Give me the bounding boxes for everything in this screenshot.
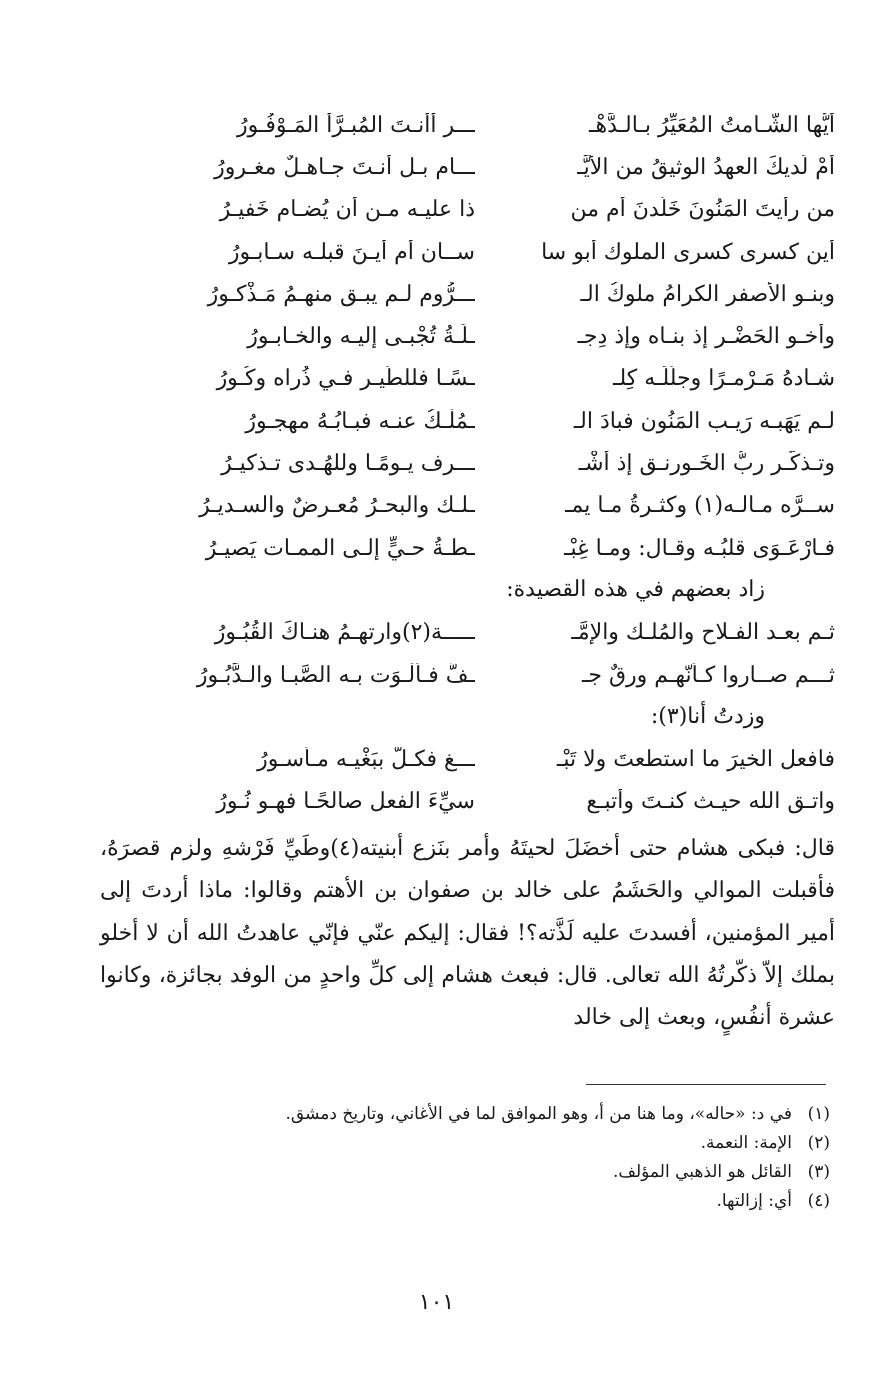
verse-group-main <box>100 104 835 569</box>
verse-sadr: لـم يَهَبـه رَيـب المَنُون فبادَ الـ <box>573 408 835 434</box>
verse-ajuz: ـمُلْـكُ عنـه فبـابُـهُ مهجـورُ <box>245 408 475 434</box>
footnote <box>150 1187 830 1216</box>
verse-sadr: فـارْعَـوَى قلبُـه وقـال: ومـا غِبْـ <box>564 535 835 561</box>
verse-ajuz: ـــرِ أأنـتَ المُبـرَّأُ المَـوْفُـورُ <box>236 112 475 138</box>
verse-ajuz: سيِّءَ الفعل صالحًـا فهـو نُـورُ <box>216 789 475 815</box>
verse-ajuz: ذا عليـه مـن أن يُضـام خَفيـرُ <box>219 197 475 223</box>
verse-ajuz: ـــرُّوم لـم يبـق منهـمُ مَـذْكـورُ <box>207 281 475 307</box>
verse-sadr: من رأيتَ المَنُونَ خَلَّدنَ أم من <box>570 197 835 223</box>
verse-group-added <box>100 612 835 697</box>
verse-row <box>100 485 835 527</box>
verse-sadr: وبنـو الأصفر الكرامُ ملوكُ الـ <box>580 281 835 307</box>
verse-ajuz: ـــــة(٢)وارتهـمُ هنـاكَ القُبُـورُ <box>214 620 475 646</box>
verse-ajuz: ـلـك والبحـرُ مُعـرضٌ والسـديـرُ <box>199 493 475 519</box>
verse-ajuz: ســان أم أيـنَ قبلـه سـابـورُ <box>228 239 475 265</box>
verse-ajuz: ـطـةُ حـيٍّ إلـى الممـات يَصيـرُ <box>205 535 475 561</box>
footnote-text: الإمة: النعمة. <box>700 1133 792 1153</box>
verse-ajuz: ـفَّ فـألْـوَت بـه الصَّبـا والـدَّبُـورُ <box>196 662 475 688</box>
verse-sadr: وتـذكَّـر ربُّ الخَـورنـق إذ أشْـ <box>578 451 835 477</box>
verse-sadr: أمْ لَديكَ العهدُ الوثيقُ من الأيَّـ <box>577 154 835 180</box>
prose-text: قال: فبكى هشام حتى أخضَلَ لحيتَهُ وأمر بنَزع أبنيته(٤)وطَيِّ فَرْشهِ ولزم قصرَهُ، فأقبلت الموالي والحَشَمُ على خالد بن صفوان بن الأهتم وقالوا: ماذا أردتَ إلى أمير المؤمنين، أفسدتَ عليه لَذَّته؟! فقال: إليكم عنّي فإنّي عاهدتُ الله أن لا أخلو بملك إلاّ ذكّرتُهُ الله تعالى. قال: فبعث هشام إلى كلِّ واحدٍ من الوفد بجائزة، وكانوا عشرة أنفُسٍ، وبعث إلى خالد <box>100 836 835 1031</box>
verse-sadr: أين كسرى كسرى الملوك أبو سا <box>541 239 835 265</box>
verse-row <box>100 654 835 696</box>
verse-ajuz: ـلَـةُ تُجْبـى إليـه والخـابـورُ <box>247 324 475 350</box>
verse-row <box>100 146 835 188</box>
footnote-text: أي: إزالتها. <box>716 1191 792 1211</box>
footnote <box>150 1158 830 1187</box>
verse-group-author <box>100 738 835 823</box>
verse-ajuz: ـسًـا فللطَّيـر فـي ذُراه وكُـورُ <box>216 366 475 392</box>
prose-paragraph <box>100 828 835 1039</box>
verse-row <box>100 189 835 231</box>
verse-sadr: واتـقِ الله حيـث كنـتَ وأتبـع <box>586 789 835 815</box>
verse-row <box>100 273 835 315</box>
verse-row <box>100 442 835 484</box>
verse-sadr: ثـم بعـد الفـلاح والمُلـك والإمَّـ <box>571 620 835 646</box>
footnote-separator <box>586 1084 826 1085</box>
verse-row <box>100 612 835 654</box>
verse-row <box>100 104 835 146</box>
verse-sadr: أيُّها الشَّـامتُ المُعَيِّرُ بـالـدَّهْـ <box>589 112 835 138</box>
footnote-number: (٢) <box>807 1133 830 1153</box>
verse-row <box>100 527 835 569</box>
note-added-line: زاد بعضهم في هذه القصيدة: <box>506 577 765 603</box>
verse-row <box>100 231 835 273</box>
verse-sadr: ثـــم صــاروا كـأنّهـم ورقٌ جـ <box>581 662 835 688</box>
footnote-text: في د: «حاله»، وما هنا من أ، وهو الموافق لما في الأغاني، وتاريخ دمشق. <box>285 1104 792 1124</box>
note-author-line: وزدتُ أنا(٣): <box>650 704 765 730</box>
footnote-number: (٣) <box>807 1162 830 1182</box>
footnote <box>150 1129 830 1158</box>
footnote-number: (٤) <box>807 1191 830 1211</box>
verse-row <box>100 358 835 400</box>
verse-sadr: وأخـو الحَضْـر إذ بنـاه وإذ دِجـ <box>577 324 835 350</box>
verse-row <box>100 400 835 442</box>
verse-ajuz: ـــرف يـومًـا وللهُـدى تـذكيـرُ <box>221 451 475 477</box>
verse-ajuz: ـــامِ بـل أنـتَ جـاهـلٌ مغـرورُ <box>214 154 475 180</box>
verse-row <box>100 738 835 780</box>
verse-sadr: شـادهُ مَـرْمـرًا وجلَّلَـه كِلـ <box>613 366 835 392</box>
footnote-text: القائل هو الذهبي المؤلف. <box>612 1162 792 1182</box>
verse-sadr: ســرَّه مـالـه(١) وكثـرةُ مـا يمـ <box>565 493 835 519</box>
verse-ajuz: ـــغ فكـلٌّ ببَغْيـه مـأسـورُ <box>257 747 475 773</box>
footnote <box>150 1100 830 1129</box>
footnote-number: (١) <box>807 1104 830 1124</box>
verse-sadr: فافعل الخيرَ ما استطعتَ ولا تَبْـ <box>556 747 835 773</box>
page-number: ١٠١ <box>418 1290 455 1315</box>
poem-verses <box>100 104 835 823</box>
verse-row <box>100 315 835 357</box>
footnotes <box>150 1100 830 1216</box>
verse-row <box>100 781 835 823</box>
